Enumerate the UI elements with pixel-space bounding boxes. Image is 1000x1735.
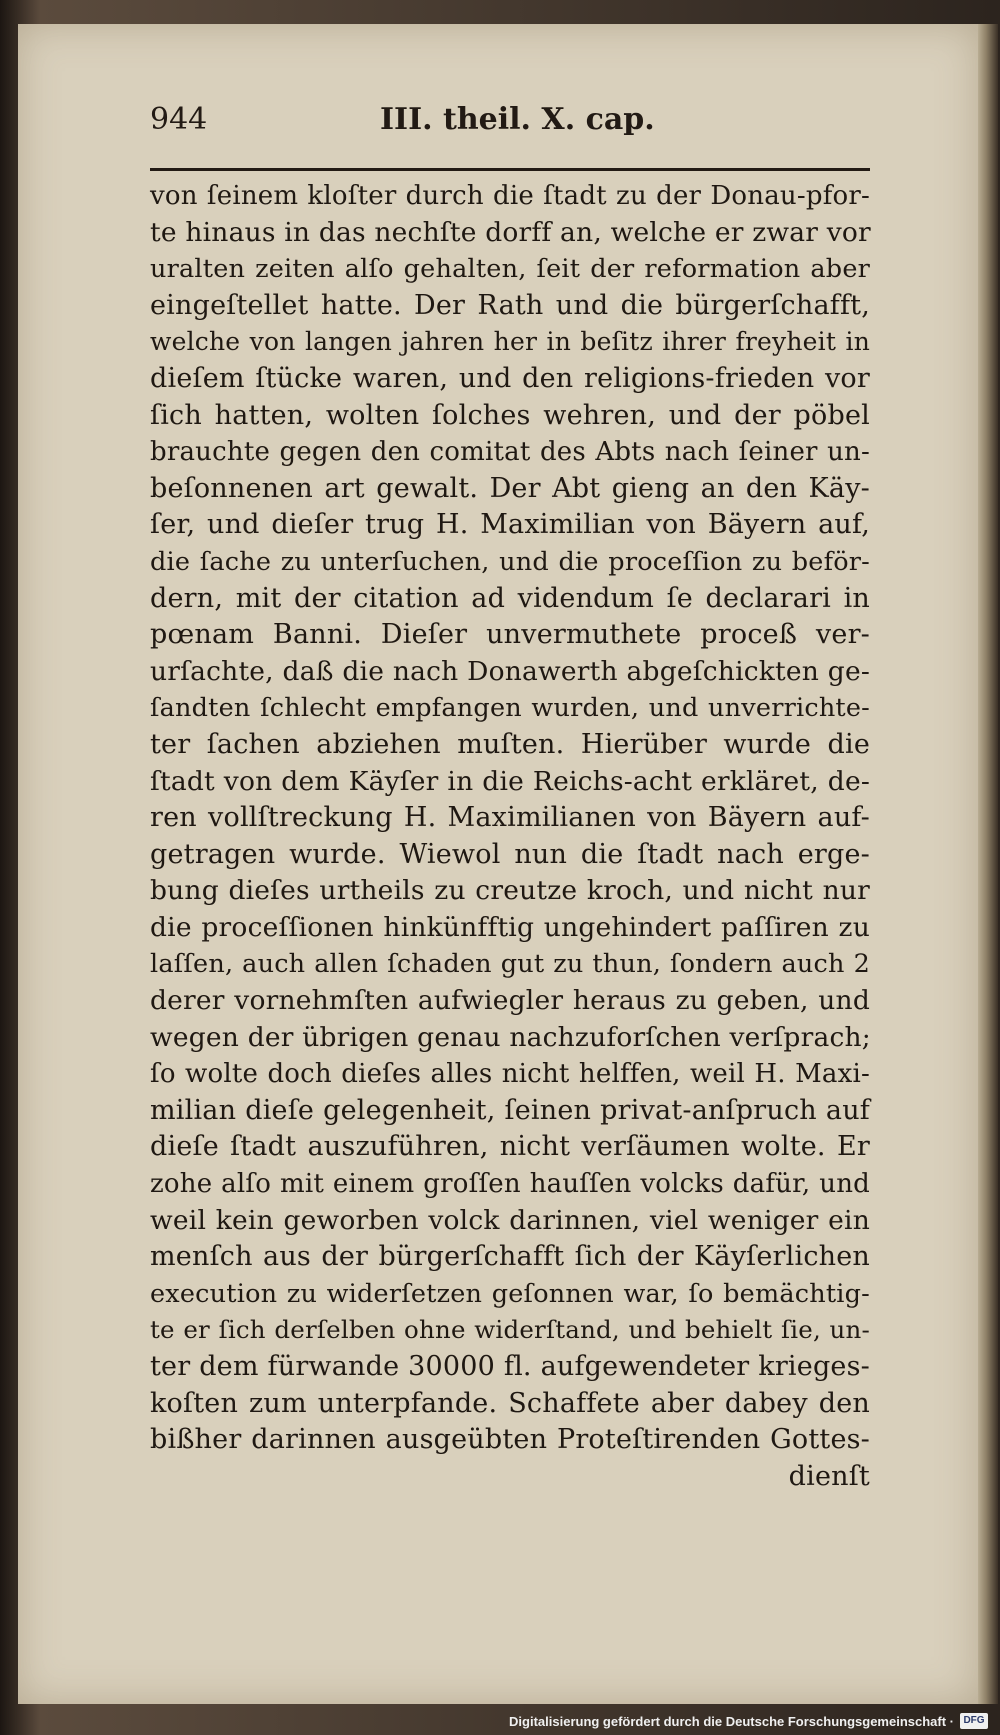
text-line: weil kein geworben volck darinnen, viel weniger ein xyxy=(150,1204,870,1236)
text-line: ter ſachen abziehen muſten. Hierüber wurde die xyxy=(150,728,870,760)
funding-credit: Digitalisierung gefördert durch die Deutsche Forschungsgemeinschaft · xyxy=(509,1713,954,1729)
text-line: zohe alſo mit einem groſſen hauſſen volcks dafür, und xyxy=(150,1169,870,1200)
text-line: bißher darinnen ausgeübten Proteſtirenden Gottes- xyxy=(150,1424,870,1456)
text-line: uralten zeiten alſo gehalten, ſeit der reformation aber xyxy=(150,254,870,285)
text-line: brauchte gegen den comitat des Abts nach ſeiner un- xyxy=(150,437,870,468)
text-line: die ſache zu unterſuchen, und die proceſſion zu beför- xyxy=(150,546,870,577)
text-line: dern, mit der citation ad videndum ſe declarari in xyxy=(150,582,870,614)
text-line: welche von langen jahren her in beſitz ihrer freyheit in xyxy=(150,327,870,357)
text-line: dieſem ſtücke waren, und den religions-frieden vor xyxy=(150,362,870,394)
body-text xyxy=(150,178,870,1495)
text-line: dieſe ſtadt auszuführen, nicht verſäumen wolte. Er xyxy=(150,1131,870,1163)
text-line: ſer, und dieſer trug H. Maximilian von Bäyern auf, xyxy=(150,509,870,541)
page-edge xyxy=(978,24,998,1704)
header-rule xyxy=(150,168,870,171)
text-line: ſich hatten, wolten ſolches wehren, und der pöbel xyxy=(150,399,870,431)
text-line: laſſen, auch allen ſchaden gut zu thun, ſondern auch 2 xyxy=(150,949,870,980)
text-line: koſten zum unterpfande. Schaffete aber dabey den xyxy=(150,1387,870,1419)
page-number: 944 xyxy=(150,102,208,137)
text-line: ren vollſtreckung H. Maximilianen von Bäyern auf- xyxy=(150,802,870,834)
digitization-footer xyxy=(509,1711,988,1731)
text-line: execution zu widerſetzen geſonnen war, ſo bemächtig- xyxy=(150,1278,870,1309)
running-head: III. theil. X. cap. xyxy=(380,102,655,137)
text-line: menſch aus der bürgerſchafft ſich der Käyſerlichen xyxy=(150,1241,870,1273)
text-line: getragen wurde. Wiewol nun die ſtadt nach erge- xyxy=(150,838,870,870)
text-line: urſachte, daß die nach Donawerth abgeſchickten ge- xyxy=(150,655,870,687)
text-line: te er ſich derſelben ohne widerſtand, und behielt ſie, un- xyxy=(150,1315,870,1345)
text-line: milian dieſe gelegenheit, ſeinen privat-anſpruch auf xyxy=(150,1094,870,1126)
text-line: beſonnenen art gewalt. Der Abt gieng an den Käy- xyxy=(150,472,870,504)
text-line: te hinaus in das nechſte dorff an, welche er zwar vor xyxy=(150,216,871,248)
catchword-line: dienſt xyxy=(788,1460,870,1492)
text-line: derer vornehmſten aufwiegler heraus zu geben, und xyxy=(150,985,870,1017)
text-line: pœnam Banni. Dieſer unvermuthete proceß ver- xyxy=(150,619,870,651)
text-line: wegen der übrigen genau nachzuforſchen verſprach; xyxy=(150,1021,871,1053)
text-line: die proceſſionen hinkünfftig ungehindert paſſiren zu xyxy=(150,911,870,943)
page-header xyxy=(150,102,870,162)
text-line: ter dem fürwande 30000 fl. aufgewendeter krieges- xyxy=(150,1351,870,1382)
text-line: ſtadt von dem Käyſer in die Reichs-acht erkläret, de- xyxy=(150,765,870,797)
text-line: von ſeinem kloſter durch die ſtadt zu der Donau-pfor- xyxy=(150,181,870,211)
text-line: bung dieſes urtheils zu creutze kroch, und nicht nur xyxy=(150,875,870,907)
text-line: ſandten ſchlecht empfangen wurden, und unverrichte- xyxy=(150,693,870,724)
dfg-logo: DFG xyxy=(960,1713,988,1729)
text-line: ſo wolte doch dieſes alles nicht helffen, weil H. Maxi- xyxy=(150,1059,870,1090)
text-line: eingeſtellet hatte. Der Rath und die bürgerſchafft, xyxy=(150,289,870,321)
